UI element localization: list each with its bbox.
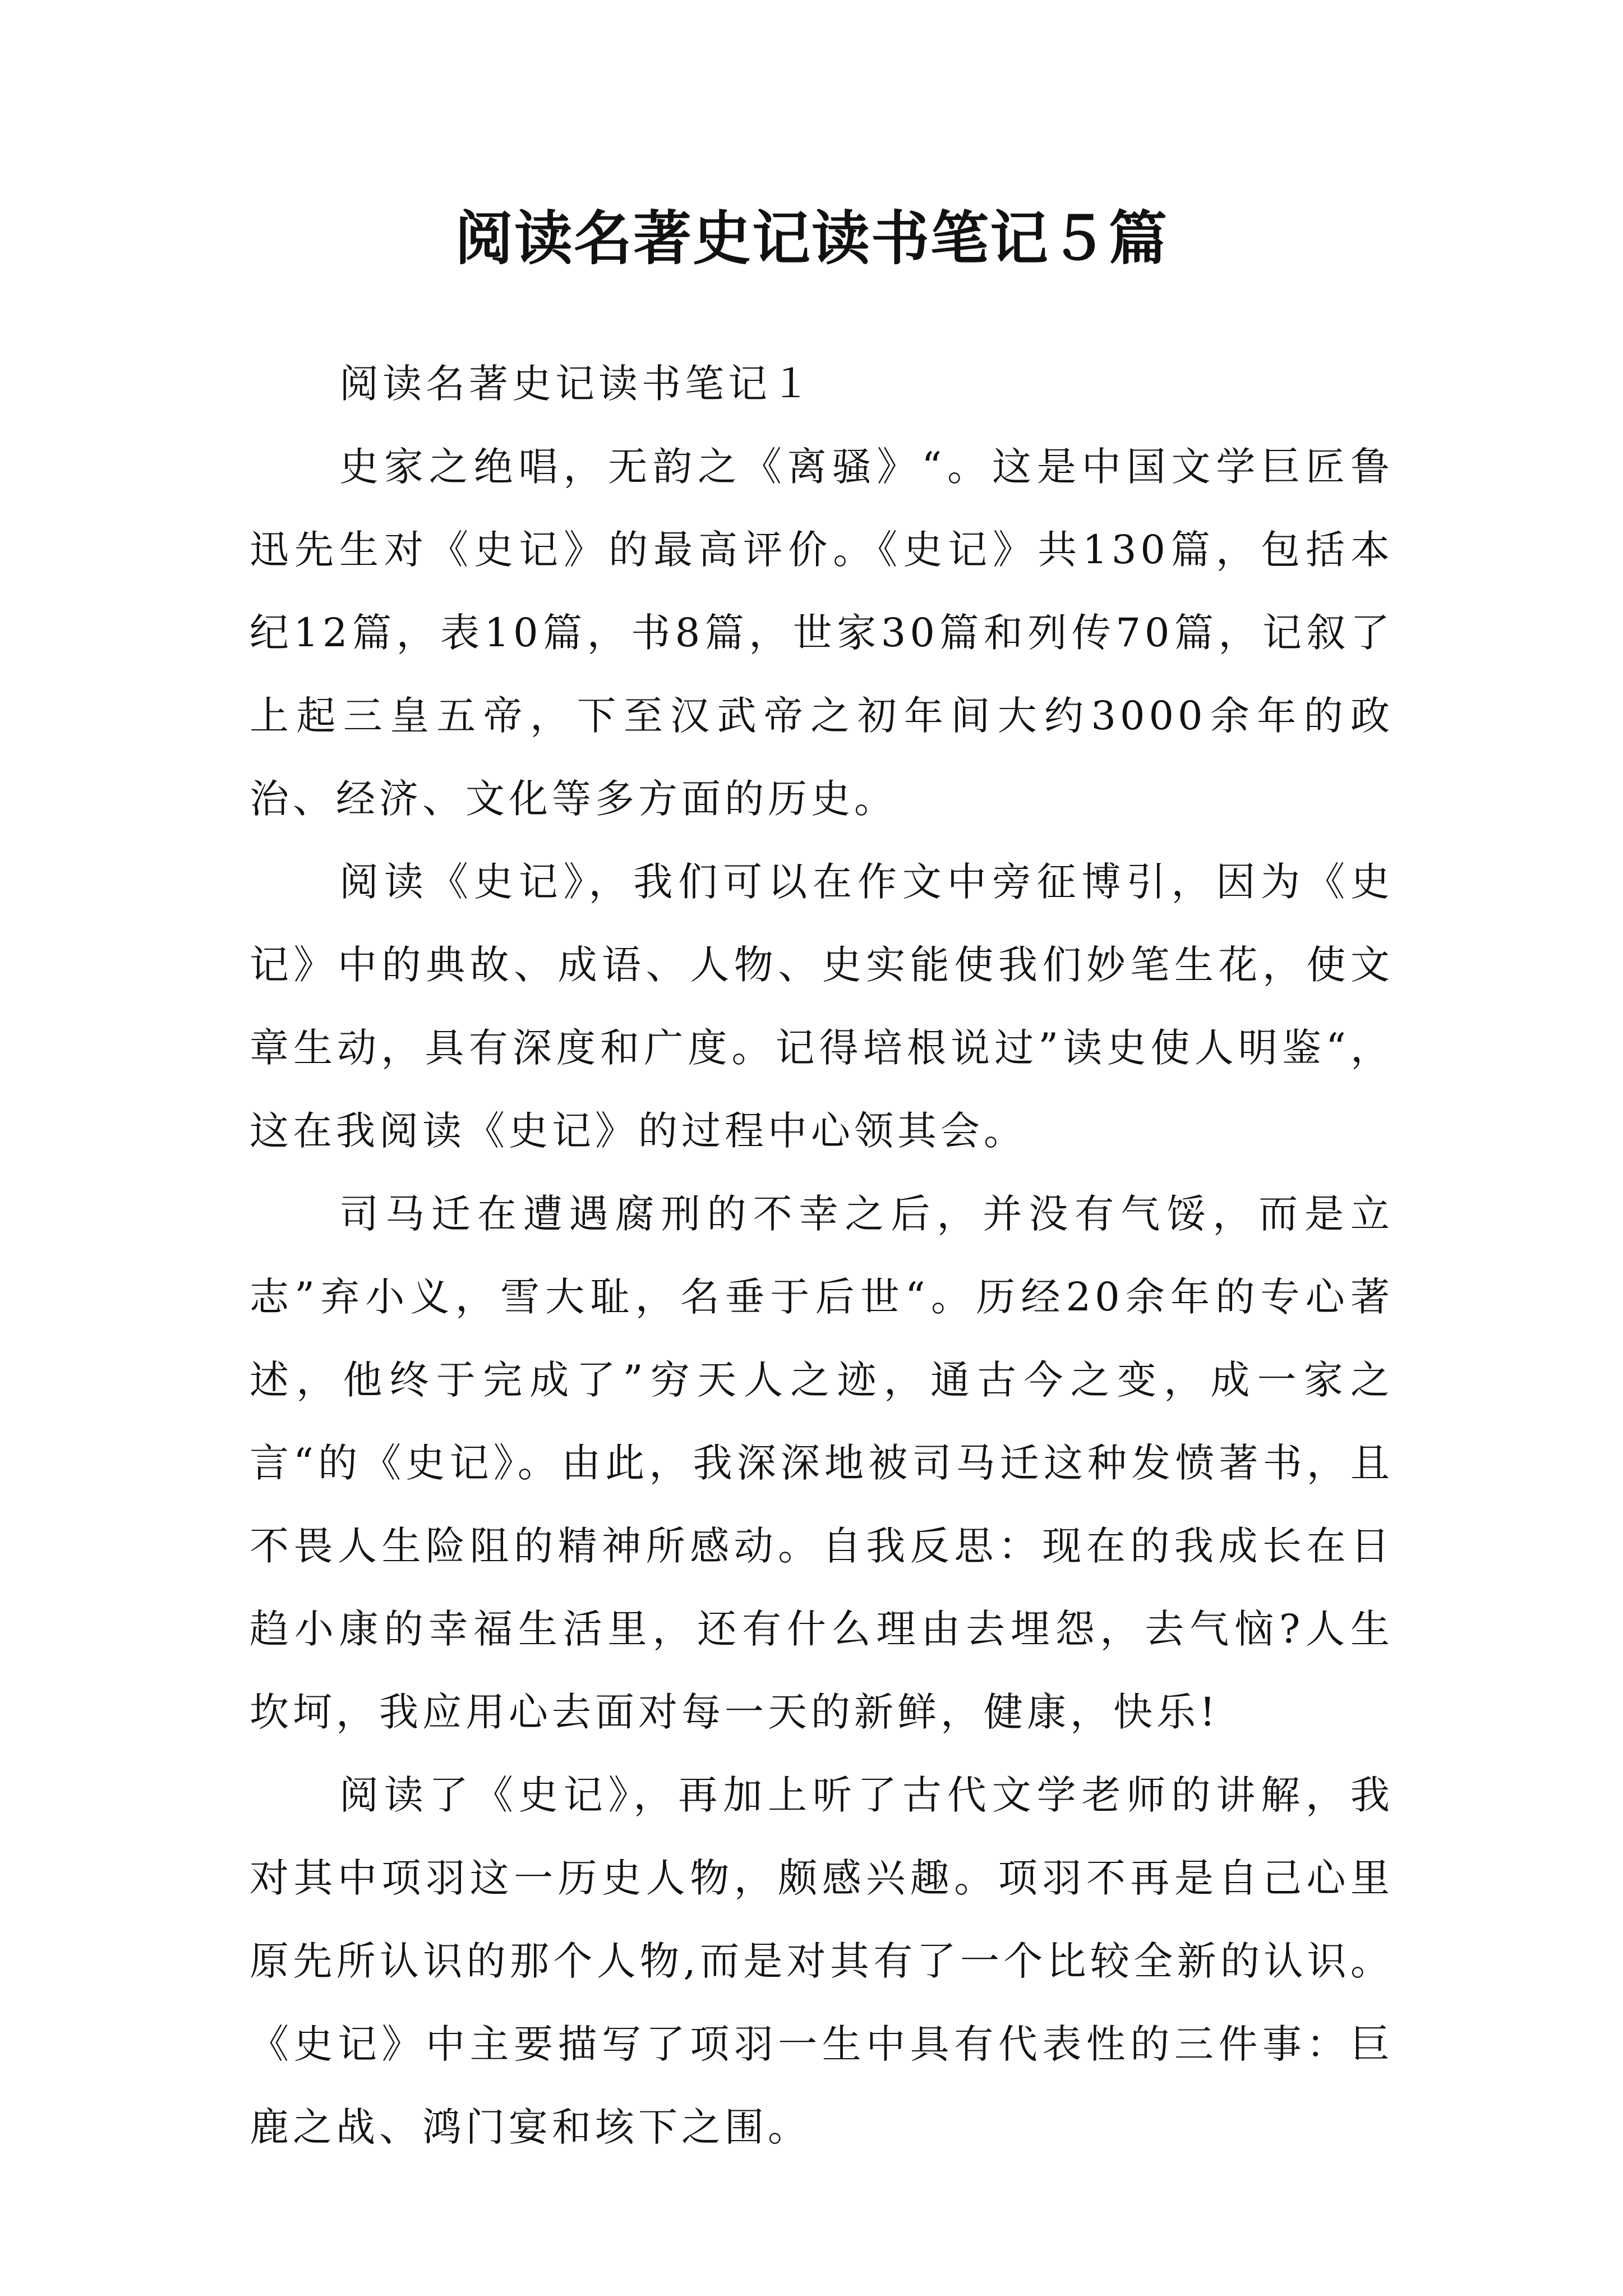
paragraph: 阅读了《史记》，再加上听了古代文学老师的讲解，我对其中项羽这一历史人物，颇感兴趣。项羽不再是自己心里原先所认识的那个人物,而是对其有了一个比较全新的认识。《史记》中主要描写了项羽一生中具有代表性的三件事：巨鹿之战、鸿门宴和垓下之围。 — [250, 1772, 1394, 2150]
paragraph: 司马迁在遭遇腐刑的不幸之后，并没有气馁，而是立志”弃小义，雪大耻，名垂于后世“。历经20余年的专心著述，他终于完成了”穷天人之迹，通古今之变，成一家之言“的《史记》。由此，我深深地被司马迁这种发愤著书，且不畏人生险阻的精神所感动。自我反思：现在的我成长在日趋小康的幸福生活里，还有什么理由去埋怨，去气恼?人生坎坷，我应用心去面对每一天的新鲜，健康，快乐! — [250, 1191, 1394, 1735]
paragraph: 史家之绝唱，无韵之《离骚》“。这是中国文学巨匠鲁迅先生对《史记》的最高评价。《史记》共130篇，包括本纪12篇，表10篇，书8篇，世家30篇和列传70篇，记叙了上起三皇五帝，下至汉武帝之初年间大约3000余年的政治、经济、文化等多方面的历史。 — [250, 444, 1394, 822]
document-body — [250, 342, 1394, 2169]
paragraph: 阅读《史记》，我们可以在作文中旁征博引，因为《史记》中的典故、成语、人物、史实能使我们妙笔生花，使文章生动，具有深度和广度。记得培根说过”读史使人明鉴“，这在我阅读《史记》的过程中心领其会。 — [250, 859, 1394, 1154]
document-title: 阅读名著史记读书笔记５篇 — [454, 204, 1168, 273]
section-heading: 阅读名著史记读书笔记１ — [339, 361, 814, 407]
